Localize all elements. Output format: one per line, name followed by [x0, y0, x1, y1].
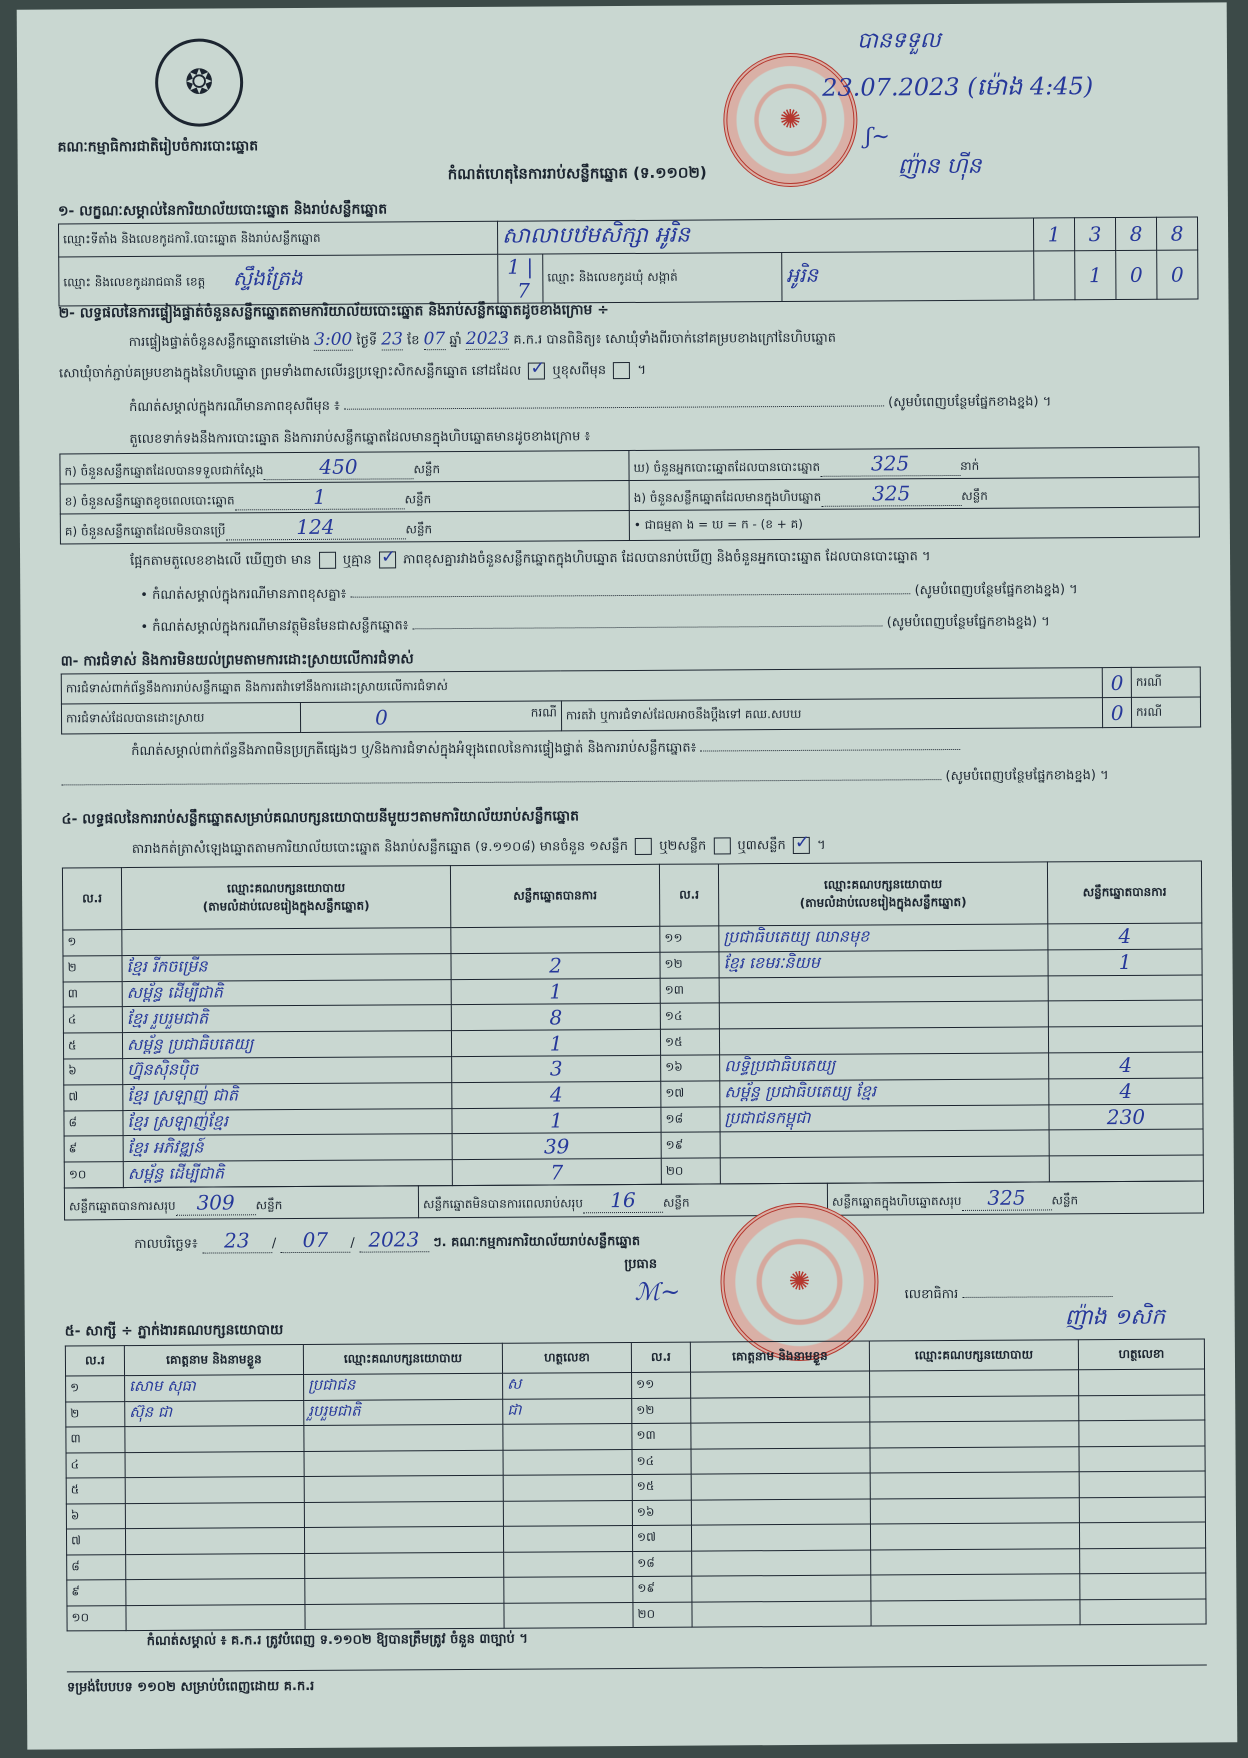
party-name: [720, 1156, 1049, 1184]
difference-text: ផ្អែកតាមតួលេខខាងលើ ឃើញថា មាន: [130, 552, 312, 570]
secretary-name: ញ៉ាង ១សិក: [1064, 1304, 1166, 1331]
irregularity-note-line-2: [61, 767, 1108, 792]
witness-signature: [504, 1551, 633, 1577]
witness-signature: [1079, 1394, 1205, 1420]
objections-table: [61, 666, 1201, 734]
witness-table: [65, 1338, 1207, 1631]
party-votes: 4: [1048, 923, 1202, 950]
date-line: កាលបរិច្ឆេទ៖ 23 / 07 / 2023 ៗ. គណៈកម្មការការិយាល័យរាប់សន្លឹកឆ្នោត: [134, 1227, 641, 1253]
difference-note-field[interactable]: [344, 405, 884, 409]
row-no: ១៣: [632, 1423, 691, 1449]
irregularity-note-field-2[interactable]: [61, 779, 941, 785]
fill-hint: (សូមបំពេញបន្ថែមផ្នែកខាងខ្នង) ។: [914, 582, 1078, 599]
difference-note-line: [129, 393, 1051, 418]
row-no: ១៧: [632, 1525, 691, 1551]
section3-heading: ៣- ការជំទាស់ និងការមិនយល់ព្រមតាមការដោះស្រាយលើការជំទាស់: [60, 651, 414, 670]
org-name: គណៈកម្មាធិការជាតិរៀបចំការបោះឆ្នោត: [57, 138, 259, 156]
party-name: ខ្មែរ រួបរួមជាតិ: [122, 1005, 451, 1033]
chair-signature: ℳ~: [634, 1277, 681, 1306]
date-year: 2023: [359, 1227, 429, 1252]
party-votes: 3: [452, 1055, 661, 1082]
row-no: ៥: [66, 1478, 125, 1504]
party-votes: 4: [452, 1081, 661, 1108]
province-code-digit: 1 | 7: [498, 254, 543, 303]
col-party-sub: (តាមលំដាប់លេខរៀងក្នុងសន្លឹកឆ្នោត): [202, 898, 370, 914]
figure-value: 124: [225, 514, 405, 540]
witness-name: [691, 1422, 870, 1449]
resolved-label: ការជំទាស់ដែលបានដោះស្រាយ: [61, 702, 300, 733]
commune-value: អូរិន: [782, 251, 1034, 302]
row-no: ៣: [63, 981, 122, 1007]
row-no: ១៥: [660, 1029, 719, 1055]
witness-party: [305, 1552, 504, 1579]
witness-party: [304, 1424, 503, 1451]
party-votes: 8: [451, 1004, 660, 1031]
sheet-count-text: តារាងកត់ត្រាសំឡេងឆ្នោតតាមការិយាល័យបោះឆ្នោត និងរាប់សន្លឹកឆ្នោត (ទ.១១០៨) មានចំនួន ១សន្លឹក: [131, 838, 629, 858]
witness-signature: [504, 1602, 633, 1628]
received-date: 23.07.2023 (ម៉ោង 4:45): [822, 72, 1094, 102]
unit: សន្លឹក: [1051, 1193, 1079, 1208]
row-no: ៩: [64, 1136, 123, 1162]
form-title: កំណត់ហេតុនៃការរាប់សន្លឹកឆ្នោត (ទ.១១០២): [447, 163, 707, 184]
row-no: ១៣: [660, 978, 719, 1004]
row-no: ២០: [661, 1158, 720, 1184]
unit: សន្លឹក: [255, 1198, 283, 1213]
party-votes: 230: [1049, 1104, 1203, 1131]
seal-check-text-end: គ.ក.រ បានពិនិត្យ៖ សោឃុំទាំងពីរចាក់នៅគម្របខាងក្រៅនៃហិបឆ្នោត: [513, 330, 837, 348]
row-no: ២: [63, 955, 122, 981]
two-sheet-label: ឬ២សន្លឹក: [659, 838, 707, 854]
fill-hint: (សូមបំពេញបន្ថែមផ្នែកខាងខ្នង) ។: [945, 768, 1109, 785]
date-label: កាលបរិច្ឆេទ៖: [134, 1236, 198, 1253]
witness-signature: [1079, 1420, 1205, 1446]
witness-name: [126, 1604, 305, 1631]
commune-code-digit: 1: [1075, 251, 1116, 300]
witness-party: [870, 1472, 1079, 1499]
unchanged-checkbox[interactable]: [528, 362, 545, 379]
case-unit: ករណី: [1131, 667, 1200, 697]
total-in-box-value: 325: [961, 1185, 1051, 1211]
witness-party: [870, 1370, 1079, 1397]
witness-signature: ស: [503, 1372, 632, 1398]
witness-signature: [1079, 1445, 1205, 1471]
figure-label: ខ) ចំនួនសន្លឹកឆ្នោតខូចពេលបោះឆ្នោត: [64, 493, 235, 509]
party-name: [122, 928, 451, 956]
section2-heading: ២- លទ្ធផលនៃការផ្ទៀងផ្ទាត់ចំនួនសន្លឹកឆ្នោតតាមការិយាល័យបោះឆ្នោត និងរាប់សន្លឹកឆ្នោតដូចខាងក្រោម ÷: [58, 302, 610, 322]
three-sheet-checkbox[interactable]: [793, 837, 810, 854]
party-votes: 4: [1049, 1078, 1203, 1105]
ballot-count-form: [17, 2, 1238, 1749]
col-party-title: ឈ្មោះគណបក្សនយោបាយ: [226, 880, 346, 895]
committee-label: ៗ. គណៈកម្មការការិយាល័យរាប់សន្លឹកឆ្នោត: [432, 1233, 641, 1251]
row-no: ៧: [64, 1084, 123, 1110]
figure-row: [60, 510, 629, 543]
party-name: ខ្មែរ ខេមរៈនិយម: [719, 950, 1048, 978]
received-by: ញ៉ាន ហ៊ីន: [897, 153, 982, 180]
resolved-value: [300, 701, 561, 733]
col-party: ឈ្មោះគណបក្សនយោបាយ: [303, 1343, 502, 1374]
figure-value: 325: [820, 451, 960, 477]
objections-label: ការជំទាស់ពាក់ព័ន្ធនឹងការរាប់សន្លឹកឆ្នោត និងការតវ៉ាទៅនឹងការដោះស្រាយលើការជំទាស់: [61, 668, 1103, 704]
row-no: ១២: [660, 952, 719, 978]
committee-seal-stamp: ✺: [720, 1202, 879, 1361]
party-votes: 1: [452, 1107, 661, 1134]
irregularity-note-field[interactable]: [701, 749, 961, 752]
witness-party: [871, 1599, 1080, 1626]
row-no: ៨: [64, 1110, 123, 1136]
section1-heading: ១- លក្ខណៈសម្គាល់នៃការិយាល័យបោះឆ្នោត និងរាប់សន្លឹកឆ្នោត: [57, 201, 388, 220]
witness-name: [125, 1425, 304, 1452]
figure-unit: នាក់: [960, 458, 980, 473]
row-no: ១១: [632, 1372, 691, 1398]
row-no: ២០: [633, 1602, 692, 1628]
party-name: [720, 1130, 1049, 1158]
month-label: ខែ: [407, 333, 420, 349]
province-code-1: 1: [507, 254, 521, 279]
difference-note-label: កំណត់សម្គាល់ក្នុងករណីមានភាពខុសពីមុន ៖: [129, 398, 340, 416]
three-sheet-label: ឬ៣សន្លឹក: [737, 838, 786, 854]
party-votes: [1049, 1129, 1203, 1156]
row-no: ១១: [660, 926, 719, 952]
irregularity-note-line: [131, 738, 960, 762]
party-votes: 1: [1048, 949, 1202, 976]
witness-name: [125, 1451, 304, 1478]
witness-party: [870, 1421, 1079, 1448]
case-unit: ករណី: [530, 704, 557, 720]
commune-label: ឈ្មោះ និងលេខកូដឃុំ សង្កាត់: [543, 253, 782, 303]
col-no: ល.រ: [659, 864, 718, 926]
witness-party: [870, 1446, 1079, 1473]
party-name: ប្រជាធិបតេយ្យ ឈានមុខ: [719, 924, 1048, 952]
witness-name: [691, 1499, 870, 1526]
witness-signature: [503, 1525, 632, 1551]
figure-value: 450: [263, 454, 413, 480]
col-no: ល.រ: [65, 1346, 124, 1376]
appeal-label: ការតវ៉ា ឬការជំទាស់ដែលអាចនឹងប្ដឹងទៅ គឈ.សបឃ: [561, 698, 1103, 731]
party-votes: 1: [451, 1029, 660, 1056]
witness-name: [692, 1601, 871, 1628]
witness-signature: ជា: [503, 1398, 632, 1424]
witness-party: [870, 1497, 1079, 1524]
resolved-count: 0: [374, 704, 388, 730]
row-no: ១៤: [660, 1003, 719, 1029]
witness-name: [125, 1527, 304, 1554]
code-digit: 8: [1156, 217, 1197, 250]
row-no: ១: [66, 1376, 125, 1402]
party-name: [719, 976, 1048, 1004]
figure-label: ក) ចំនួនសន្លឹកឆ្នោតដែលបានទទួលជាក់ស្ដែង: [64, 463, 264, 479]
witness-party: [304, 1526, 503, 1553]
code-digit: 1: [1033, 218, 1074, 251]
row-no: ៩: [67, 1580, 126, 1606]
figure-value: 325: [821, 481, 961, 507]
no-difference-label: ឬគ្មាន: [342, 552, 372, 568]
footer-text: ទម្រង់បែបបទ ១១០២ សម្រាប់បំពេញដោយ គ.ក.រ: [66, 1678, 315, 1696]
col-votes: សន្លឹកឆ្នោតបានការ: [1047, 861, 1201, 924]
party-name: លទ្ធិប្រជាធិបតេយ្យ: [720, 1053, 1049, 1081]
col-name: គោត្តនាម និងនាមខ្លួន: [124, 1344, 303, 1375]
col-no: ល.រ: [631, 1342, 690, 1372]
witness-signature: [1079, 1471, 1205, 1497]
witness-party: [870, 1395, 1079, 1422]
province-label: [59, 254, 498, 306]
fill-hint: (សូមបំពេញបន្ថែមផ្នែកខាងខ្នង) ។: [886, 614, 1050, 631]
commune-code-digit: 0: [1116, 250, 1157, 299]
no-difference-checkbox[interactable]: [379, 551, 396, 568]
row-no: ១៩: [661, 1132, 720, 1158]
witness-signature: [1079, 1522, 1205, 1548]
row-no: ៦: [64, 1059, 123, 1085]
party-votes: [451, 926, 660, 953]
figure-row: [60, 480, 629, 513]
official-seal-stamp: ✺: [723, 53, 858, 188]
row-no: ៦: [66, 1503, 125, 1529]
witness-party: [304, 1450, 503, 1477]
row-no: ១៧: [661, 1081, 720, 1107]
date-day: 23: [202, 1228, 272, 1253]
total-in-box-label: សន្លឹកឆ្នោតក្នុងហិបឆ្នោតសរុប: [831, 1193, 962, 1209]
difference-line: [130, 548, 931, 572]
witness-signature: [503, 1423, 632, 1449]
row-no: ១៥: [632, 1474, 691, 1500]
difference-text-end: ភាពខុសគ្នារវាងចំនួនសន្លឹកឆ្នោតក្នុងហិបឆ្នោត ដែលបានរាប់ឃើញ និងចំនួនអ្នកបោះឆ្នោត ដែលបានបោះឆ្នោត ។: [403, 549, 931, 568]
total-invalid-value: 16: [583, 1188, 663, 1213]
witness-name: សោម សុធា: [125, 1374, 304, 1401]
witness-name: [691, 1448, 870, 1475]
party-votes: 39: [452, 1133, 661, 1160]
col-signature: ហត្ថលេខា: [1078, 1339, 1204, 1370]
figure-unit: សន្លឹក: [404, 492, 432, 507]
col-party: [121, 866, 450, 930]
secretary-label: លេខាធិការ: [904, 1286, 959, 1303]
figure-unit: សន្លឹក: [961, 488, 988, 503]
seal-status-text: សោឃុំចាក់ភ្ជាប់គម្របខាងក្នុងនៃហិបឆ្នោត ព្រមទាំងពាសលើរន្ធប្រឡោះសិកសន្លឹកឆ្នោត នៅដដែល: [58, 363, 522, 382]
total-valid: [64, 1186, 418, 1220]
row-no: ៥: [63, 1033, 122, 1059]
witness-signature: [504, 1576, 633, 1602]
figure-row: [60, 450, 629, 483]
party-name: ហ្វ៊ុនស៊ិនប៉ិច: [123, 1057, 452, 1085]
party-votes: 7: [452, 1158, 661, 1185]
one-sheet-checkbox[interactable]: [635, 838, 652, 855]
row-no: ១៩: [633, 1576, 692, 1602]
total-invalid-label: សន្លឹកឆ្នោតមិនបានការពេលរាប់សរុប: [422, 1196, 584, 1212]
witness-signature: [503, 1500, 632, 1526]
has-difference-checkbox[interactable]: [319, 552, 336, 569]
witness-name: [692, 1550, 871, 1577]
witness-party: [304, 1475, 503, 1502]
two-sheet-checkbox[interactable]: [713, 837, 730, 854]
foreign-object-note-field[interactable]: [413, 625, 883, 629]
witness-party: [305, 1603, 504, 1630]
party-name: សម្ព័ន្ធ ដើម្បីជាតិ: [122, 979, 451, 1007]
row-no: ១២: [632, 1398, 691, 1424]
figure-label: ង) ចំនួនសន្លឹកឆ្នោតដែលមានក្នុងហិបឆ្នោត: [633, 489, 822, 505]
witness-name: [691, 1524, 870, 1551]
col-no: ល.រ: [62, 868, 121, 930]
section4-heading: ៤- លទ្ធផលនៃការរាប់សន្លឹកឆ្នោតសម្រាប់គណបក្សនយោបាយនីមួយៗតាមការិយាល័យរាប់សន្លឹកឆ្នោត: [61, 808, 580, 828]
witness-party: [305, 1577, 504, 1604]
party-name: ខ្មែរ រីកចម្រើន: [122, 953, 451, 981]
party-results-table: [62, 860, 1204, 1188]
witness-signature: [1080, 1547, 1206, 1573]
section5-heading: ៥- សាក្សី ÷ ភ្នាក់ងារគណបក្សនយោបាយ: [64, 1322, 284, 1340]
figure-value: 1: [235, 484, 405, 510]
witness-party: [304, 1501, 503, 1528]
col-party-sub: (តាមលំដាប់លេខរៀងក្នុងសន្លឹកឆ្នោត): [799, 894, 967, 910]
party-votes: 4: [1049, 1052, 1203, 1079]
row-no: ៧: [66, 1529, 125, 1555]
witness-signature: [1079, 1496, 1205, 1522]
figure-row: [629, 477, 1199, 510]
results-totals: [64, 1180, 1204, 1220]
figure-label: ឃ) ចំនួនអ្នកបោះឆ្នោតដែលបានបោះឆ្នោត: [633, 459, 821, 475]
row-no: ១៦: [661, 1055, 720, 1081]
day-label: ថ្ងៃទី: [356, 333, 378, 349]
check-year: 2023: [465, 328, 510, 349]
party-votes: [1048, 1026, 1202, 1053]
party-votes: [1049, 1155, 1203, 1182]
row-no: ១៨: [633, 1551, 692, 1577]
appeal-value: 0: [1103, 697, 1132, 727]
row-no: ១: [63, 930, 122, 956]
figures-intro: តួលេខទាក់ទងនឹងការបោះឆ្នោត និងការរាប់សន្លឹកឆ្នោតដែលមានក្នុងហិបឆ្នោតមានដូចខាងក្រោម ៖: [129, 429, 591, 448]
check-time: 3:00: [314, 329, 353, 350]
witness-signature: [503, 1449, 632, 1475]
year-label: ឆ្នាំ: [449, 332, 462, 349]
witness-name: [125, 1476, 304, 1503]
seal-check-line: [129, 327, 836, 353]
changed-checkbox[interactable]: [613, 362, 630, 379]
polling-station-value: សាលាបឋមសិក្សា អូរិន: [497, 218, 1033, 254]
code-digit: 3: [1074, 218, 1115, 251]
witness-name: [126, 1578, 305, 1605]
party-votes: 1: [451, 978, 660, 1005]
total-valid-label: សន្លឹកឆ្នោតបានការសរុប: [68, 1198, 176, 1214]
row-no: ១៦: [632, 1500, 691, 1526]
col-party: ឈ្មោះគណបក្សនយោបាយ: [869, 1340, 1078, 1371]
section1-table: [58, 216, 1198, 306]
col-votes: សន្លឹកឆ្នោតបានការ: [450, 864, 659, 927]
case-unit: ករណី: [1131, 697, 1200, 727]
row-no: ៤: [63, 1007, 122, 1033]
row-no: ២: [66, 1401, 125, 1427]
footer-divider: [67, 1664, 1207, 1672]
total-valid-value: 309: [176, 1190, 256, 1215]
party-name: [719, 1001, 1048, 1029]
witness-signature: [503, 1474, 632, 1500]
total-in-box: [827, 1181, 1203, 1215]
row-no: ១៤: [632, 1449, 691, 1475]
row-no: ៣: [66, 1427, 125, 1453]
objections-value: 0: [1103, 667, 1132, 697]
fill-hint: (សូមបំពេញបន្ថែមផ្នែកខាងខ្នង) ។: [888, 394, 1052, 411]
footnote: កំណត់សម្គាល់ ៖ គ.ក.រ ត្រូវបំពេញ ទ.១១០២ ឱ្យបានត្រឹមត្រូវ ចំនួន ៣ច្បាប់ ។: [146, 1631, 528, 1649]
party-name: ខ្មែរ ស្រឡាញ់ខ្មែរ: [123, 1108, 452, 1136]
discrepancy-note-label: • កំណត់សម្គាល់ក្នុងករណីមានភាពខុសគ្នា៖: [140, 586, 347, 603]
party-name: សម្ព័ន្ធ ដើម្បីជាតិ: [123, 1160, 452, 1188]
col-signature: ហត្ថលេខា: [502, 1342, 631, 1373]
witness-name: [125, 1502, 304, 1529]
witness-signature: [1079, 1369, 1205, 1395]
irregularity-note-label: កំណត់សម្គាល់ពាក់ព័ន្ធនឹងភាពមិនប្រក្រតីផ្សេងៗ ឬ/និងការជំទាស់ក្នុងអំឡុងពេលនៃការផ្ទៀងផ្ទាត់ និងការរាប់សន្លឹកឆ្នោត៖: [131, 740, 697, 760]
witness-party: រួបរួមជាតិ: [304, 1399, 503, 1426]
seal-check-text: ការផ្ទៀងផ្ទាត់ចំនួនសន្លឹកឆ្នោតនៅម៉ោង: [128, 333, 311, 351]
chair-label: ប្រធាន: [624, 1256, 658, 1273]
party-name: ប្រជាជនកម្ពុជា: [720, 1105, 1049, 1133]
figure-unit: សន្លឹក: [413, 462, 441, 477]
national-emblem-icon: ❂: [155, 38, 244, 127]
witness-signature: [1080, 1598, 1206, 1624]
witness-party: [871, 1548, 1080, 1575]
figure-unit: សន្លឹក: [405, 522, 433, 537]
party-votes: [1048, 1000, 1202, 1027]
seal-status-line: សោឃុំចាក់ភ្ជាប់គម្របខាងក្នុងនៃហិបឆ្នោត ព្រមទាំងពាសលើរន្ធប្រឡោះសិកសន្លឹកឆ្នោត នៅដដែល ✓ ឬខុសពីមុន ។: [59, 362, 646, 385]
code-digit: 8: [1115, 217, 1156, 250]
formula: • ជាធម្មតា ង = ឃ = ក - (ខ + គ): [629, 507, 1199, 540]
row-no: ៤: [66, 1452, 125, 1478]
foreign-object-note-label: • កំណត់សម្គាល់ក្នុងករណីមានវត្ថុមិនមែនជាសន្លឹកឆ្នោត៖: [140, 618, 409, 635]
witness-name: [691, 1473, 870, 1500]
foreign-object-note-line: [140, 613, 1049, 638]
party-name: សម្ព័ន្ធ ប្រជាធិបតេយ្យ ខ្មែរ: [720, 1079, 1049, 1107]
col-name: គោត្តនាម និងនាមខ្លួន: [690, 1341, 869, 1372]
sheet-count-line: តារាងកត់ត្រាសំឡេងឆ្នោតតាមការិយាល័យបោះឆ្នោត និងរាប់សន្លឹកឆ្នោត (ទ.១១០៨) មានចំនួន ១សន្លឹក ឬ២សន្លឹក ឬ៣សន្លឹក ✓ ។: [132, 837, 826, 860]
changed-label: ឬខុសពីមុន: [552, 363, 607, 379]
party-name: ខ្មែរ អភិវឌ្ឍន៍: [123, 1134, 452, 1162]
col-party-title: ឈ្មោះគណបក្សនយោបាយ: [823, 876, 943, 892]
unit: សន្លឹក: [662, 1195, 690, 1210]
witness-party: [871, 1574, 1080, 1601]
witness-signature: [1080, 1573, 1206, 1599]
row-no: ១៨: [661, 1107, 720, 1133]
party-name: ខ្មែរ ស្រឡាញ់ ជាតិ: [123, 1082, 452, 1110]
discrepancy-note-line: [140, 581, 1078, 606]
check-month: 07: [423, 329, 446, 350]
col-party: [718, 862, 1047, 926]
party-votes: [1048, 975, 1202, 1002]
witness-name: [692, 1575, 871, 1602]
row-no: ១០: [67, 1605, 126, 1631]
polling-station-label: ឈ្មោះទីតាំង និងលេខកូដការិ.បោះឆ្នោត និងរាប់សន្លឹកឆ្នោត: [59, 221, 498, 257]
witness-party: [870, 1523, 1079, 1550]
row-no: ៨: [67, 1554, 126, 1580]
party-votes: 2: [451, 952, 660, 979]
witness-name: ស៊ុន ជា: [125, 1400, 304, 1427]
discrepancy-note-field[interactable]: [350, 593, 910, 597]
province-label-text: ឈ្មោះ និងលេខកូដរាជធានី ខេត្ត: [63, 274, 206, 290]
witness-party: ប្រជាជន: [304, 1373, 503, 1400]
witness-name: [126, 1553, 305, 1580]
province-code-2: 7: [517, 278, 531, 303]
check-day: 23: [381, 329, 403, 350]
received-note: បានទទួល: [856, 28, 941, 54]
figures-table: [59, 446, 1200, 544]
province-value: ស្ទឹងត្រែង: [232, 265, 303, 291]
party-name: សម្ព័ន្ធ ប្រជាធិបតេយ្យ: [122, 1031, 451, 1059]
figure-label: គ) ចំនួនសន្លឹកឆ្នោតដែលមិនបានប្រើ: [64, 523, 226, 539]
witness-name: [691, 1397, 870, 1424]
date-month: 07: [280, 1228, 350, 1253]
secretary-signature-field[interactable]: [962, 1296, 1112, 1298]
received-signature: ʃ~: [865, 124, 890, 150]
party-name: [719, 1027, 1048, 1055]
row-no: ១០: [64, 1162, 123, 1188]
witness-name: [691, 1371, 870, 1398]
commune-code-digit: 0: [1157, 250, 1198, 299]
figure-row: [629, 447, 1199, 480]
